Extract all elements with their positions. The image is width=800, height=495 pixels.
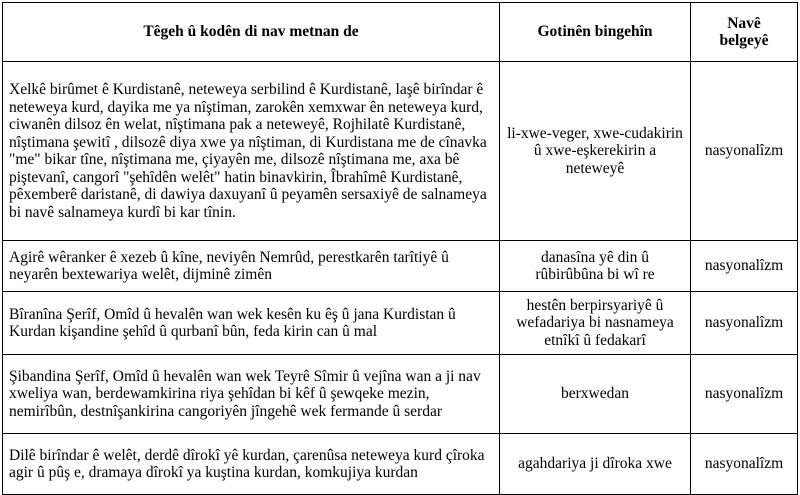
header-document-name-line1: Navê: [727, 14, 761, 32]
row-document-cell: nasyonalîzm: [691, 434, 798, 495]
table-row: [3, 292, 798, 355]
row-document-cell: nasyonalîzm: [691, 292, 798, 355]
row-terms-cell: Dilê birîndar ê welêt, derdê dîrokî yê kurdan, çarenûsa neteweya kurd çîroka agir û pûş e, dramaya dîrokî ya kuştina kurdan, komkujiya kurdan: [3, 434, 500, 495]
table-row: [3, 241, 798, 292]
header-terms-codes: Têgeh û kodên di nav metnan de: [3, 3, 500, 62]
row-keywords-cell: hestên berpirsyariyê û wefadariya bi nasnameya etnîkî û fedakarî: [500, 292, 691, 355]
row-keywords-cell: danasîna yê din û rûbirûbûna bi wî re: [500, 241, 691, 292]
row-document-cell: nasyonalîzm: [691, 241, 798, 292]
header-document-name: [691, 3, 798, 62]
row-terms-cell: Şibandina Şerîf, Omîd û hevalên wan wek Teyrê Sîmir û vejîna wan a ji nav xweliya wan, berdewamkirina riya şehîdan bi kêf û şewqeke mezin, nemirîbûn, destnîşankirina cangoriyên jîngehê wek fermande û serdar: [3, 355, 500, 434]
table-row: [3, 62, 798, 241]
row-terms-cell: Xelkê birûmet ê Kurdistanê, neteweya serbilind ê Kurdistanê, laşê birîndar ê neteweya kurd, dayika me ya nîştiman, zarokên xemxwar ên neteweya kurd, ciwanên dilsoz ên welat, nîştimana pak a neteweyê, Rojhilatê Kurdistanê, nîştimana şewitî , dilsozê diya xwe ya nîştiman, di Kurdistana me de cînavka "me" bikar tîne, nîştimana me, çiyayên me, dilsozê nîştimana me, axa bê piştevanî, cangorî "şehîdên welêt" hatin binavkirin, Îbrahîmê Kurdistanê, pêxemberê daristanê, di dawiya daxuyanî û peyamên sersaxiyê de salnameya bi navê salnameya kurdî bi kar tînin.: [3, 62, 500, 241]
row-keywords-cell: berxwedan: [500, 355, 691, 434]
row-keywords-cell: agahdariya ji dîroka xwe: [500, 434, 691, 495]
table-row: [3, 355, 798, 434]
row-terms-cell: Agirê wêranker ê xezeb û kîne, neviyên Nemrûd, perestkarên tarîtiyê û neyarên bextewariya welêt, dijminê zimên: [3, 241, 500, 292]
row-terms-cell: Bîranîna Şerîf, Omîd û hevalên wan wek kesên ku êş û jana Kurdistan û Kurdan kişandine şehîd û qurbanî bûn, feda kirin can û mal: [3, 292, 500, 355]
table-row: [3, 434, 798, 495]
analysis-table: [2, 2, 798, 495]
header-keywords: Gotinên bingehîn: [500, 3, 691, 62]
row-document-cell: nasyonalîzm: [691, 355, 798, 434]
header-document-name-line2: belgeyê: [719, 32, 769, 49]
row-document-cell: nasyonalîzm: [691, 62, 798, 241]
table-header-row: [3, 3, 798, 62]
row-keywords-cell: li-xwe-veger, xwe-cudakirin û xwe-eşkerekirin a neteweyê: [500, 62, 691, 241]
